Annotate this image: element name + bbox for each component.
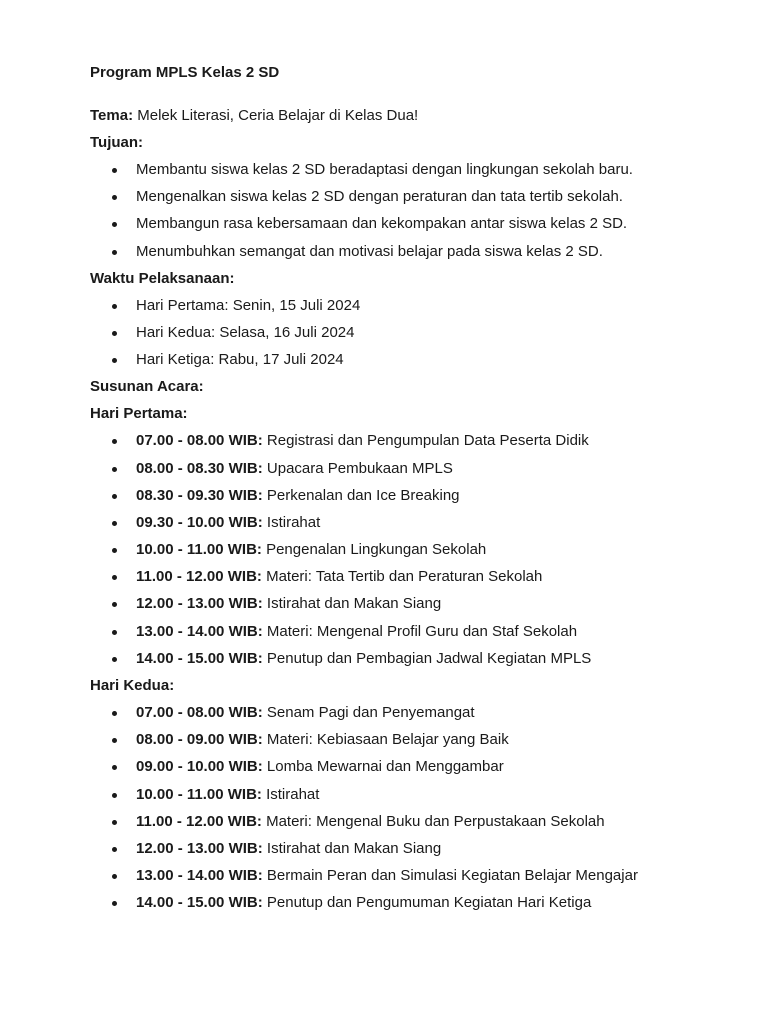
bullet-icon xyxy=(112,467,117,472)
schedule-activity: Istirahat dan Makan Siang xyxy=(262,595,442,613)
bullet-icon xyxy=(112,168,117,173)
schedule-time: 11.00 - 12.00 WIB: xyxy=(136,812,262,830)
schedule-activity: Materi: Tata Tertib dan Peraturan Sekolah xyxy=(261,568,543,586)
schedule-time: 10.00 - 11.00 WIB: xyxy=(136,785,262,803)
schedule-time: 13.00 - 14.00 WIB: xyxy=(136,622,263,640)
bullet-icon xyxy=(112,575,117,580)
schedule-item xyxy=(90,838,730,860)
schedule-activity: Pengenalan Lingkungan Sekolah xyxy=(261,541,487,559)
bullet-icon xyxy=(112,874,117,879)
schedule-time: 10.00 - 11.00 WIB: xyxy=(136,541,262,559)
schedule-activity: Senam Pagi dan Penyemangat xyxy=(262,704,475,721)
bullet-icon xyxy=(112,738,117,743)
bullet-icon xyxy=(112,521,117,526)
bullet-icon xyxy=(112,820,117,825)
tujuan-heading: Tujuan: xyxy=(90,134,144,151)
schedule-activity: Bermain Peran dan Simulasi Kegiatan Belajar Mengajar xyxy=(262,867,638,885)
tujuan-list xyxy=(90,159,730,263)
hari-pertama-heading: Hari Pertama: xyxy=(90,405,188,423)
schedule-time: 14.00 - 15.00 WIB: xyxy=(136,649,263,667)
schedule-item xyxy=(90,621,730,643)
schedule-activity: Materi: Kebiasaan Belajar yang Baik xyxy=(262,731,509,749)
schedule-time: 11.00 - 12.00 WIB: xyxy=(136,568,262,586)
schedule-time: 08.30 - 09.30 WIB: xyxy=(136,486,263,504)
bullet-icon xyxy=(112,494,117,499)
bullet-icon xyxy=(112,439,117,444)
list-item: Hari Ketiga: Rabu, 17 Juli 2024 xyxy=(90,349,730,371)
schedule-item xyxy=(90,485,730,507)
tema-label: Tema: xyxy=(90,107,134,124)
list-item: Mengenalkan siswa kelas 2 SD dengan peraturan dan tata tertib sekolah. xyxy=(90,186,730,208)
list-item: Hari Pertama: Senin, 15 Juli 2024 xyxy=(90,295,730,317)
schedule-item xyxy=(90,892,730,914)
schedule-item xyxy=(90,566,730,588)
list-item: Membangun rasa kebersamaan dan kekompakan antar siswa kelas 2 SD. xyxy=(90,213,730,235)
hari-kedua-heading: Hari Kedua: xyxy=(90,677,175,694)
schedule-activity: Istirahat xyxy=(261,785,320,803)
bullet-icon xyxy=(112,331,117,336)
schedule-activity: Materi: Mengenal Buku dan Perpustakaan Sekolah xyxy=(261,812,605,830)
schedule-item xyxy=(90,729,730,751)
schedule-activity: Upacara Pembukaan MPLS xyxy=(262,459,453,477)
list-item: Membantu siswa kelas 2 SD beradaptasi dengan lingkungan sekolah baru. xyxy=(90,159,730,181)
bullet-icon xyxy=(112,222,117,227)
bullet-icon xyxy=(112,304,117,309)
bullet-icon xyxy=(112,548,117,553)
document-title: Program MPLS Kelas 2 SD xyxy=(90,64,280,81)
schedule-time: 07.00 - 08.00 WIB: xyxy=(136,704,263,721)
bullet-icon xyxy=(112,630,117,635)
schedule-activity: Istirahat xyxy=(262,513,321,531)
schedule-item xyxy=(90,458,730,480)
bullet-icon xyxy=(112,250,117,255)
bullet-icon xyxy=(112,793,117,798)
schedule-item xyxy=(90,865,730,887)
bullet-icon xyxy=(112,901,117,906)
schedule-item xyxy=(90,539,730,561)
waktu-heading: Waktu Pelaksanaan: xyxy=(90,269,235,287)
bullet-icon xyxy=(112,847,117,852)
schedule-item xyxy=(90,702,730,724)
bullet-icon xyxy=(112,195,117,200)
schedule-time: 12.00 - 13.00 WIB: xyxy=(136,595,263,613)
list-item: Menumbuhkan semangat dan motivasi belajar pada siswa kelas 2 SD. xyxy=(90,241,730,263)
list-item: Hari Kedua: Selasa, 16 Juli 2024 xyxy=(90,322,730,344)
schedule-time: 08.00 - 08.30 WIB: xyxy=(136,459,263,477)
schedule-activity: Materi: Mengenal Profil Guru dan Staf Sekolah xyxy=(262,622,578,640)
schedule-item xyxy=(90,512,730,534)
schedule-item xyxy=(90,430,730,452)
bullet-icon xyxy=(112,602,117,607)
bullet-icon xyxy=(112,711,117,716)
hari-kedua-list xyxy=(90,702,730,914)
bullet-icon xyxy=(112,657,117,662)
hari-pertama-list xyxy=(90,430,730,670)
document-page xyxy=(90,62,730,920)
schedule-time: 14.00 - 15.00 WIB: xyxy=(136,894,263,912)
schedule-activity: Istirahat dan Makan Siang xyxy=(262,839,442,857)
schedule-item xyxy=(90,648,730,670)
schedule-time: 12.00 - 13.00 WIB: xyxy=(136,839,263,857)
susunan-heading: Susunan Acara: xyxy=(90,378,204,396)
waktu-list xyxy=(90,295,730,371)
bullet-icon xyxy=(112,358,117,363)
schedule-activity: Perkenalan dan Ice Breaking xyxy=(262,486,460,504)
tema-value: Melek Literasi, Ceria Belajar di Kelas Dua! xyxy=(137,107,419,124)
schedule-time: 09.30 - 10.00 WIB: xyxy=(136,513,263,531)
schedule-item xyxy=(90,593,730,615)
schedule-item xyxy=(90,784,730,806)
tema-line xyxy=(90,105,730,127)
schedule-time: 07.00 - 08.00 WIB: xyxy=(136,432,263,450)
schedule-activity: Lomba Mewarnai dan Menggambar xyxy=(262,758,504,776)
bullet-icon xyxy=(112,765,117,770)
schedule-time: 09.00 - 10.00 WIB: xyxy=(136,758,263,776)
schedule-item xyxy=(90,756,730,778)
schedule-activity: Penutup dan Pengumuman Kegiatan Hari Ketiga xyxy=(262,894,592,912)
schedule-activity: Registrasi dan Pengumpulan Data Peserta Didik xyxy=(262,432,589,450)
schedule-time: 08.00 - 09.00 WIB: xyxy=(136,731,263,749)
schedule-time: 13.00 - 14.00 WIB: xyxy=(136,867,263,885)
schedule-activity: Penutup dan Pembagian Jadwal Kegiatan MPLS xyxy=(262,649,592,667)
schedule-item xyxy=(90,811,730,833)
